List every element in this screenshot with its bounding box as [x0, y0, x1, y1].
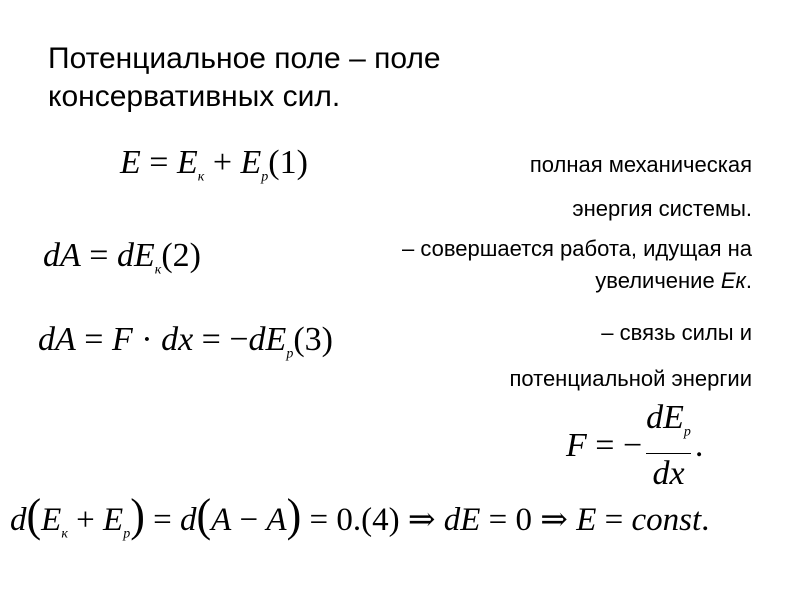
text-block-1 [530, 152, 752, 222]
text-1-line-2: энергия системы. [572, 196, 752, 221]
title-line-2: консервативных сил. [48, 80, 341, 113]
formula-4: F = − $\frac{dE_p}{dx}$ . [566, 399, 704, 492]
text-1-line-1: полная механическая [529, 152, 752, 177]
text-3-line-1: – связь силы и [601, 320, 752, 345]
formula-1: $E = E_к + E_p(1)$ [120, 144, 308, 185]
text-2-line-2-end: . [745, 268, 752, 293]
title-line-1: Потенциальное поле – поле [48, 42, 441, 75]
formula-2: dA = $dE_к(2)$ [43, 237, 201, 278]
formula-3: dA = F · dx = $-dE_p(3)$ [38, 321, 333, 362]
slide-title [48, 40, 608, 116]
text-2-line-2-italic: Ек [720, 268, 746, 293]
text-block-2 [402, 236, 752, 294]
text-3-line-2: потенциальной энергии [509, 366, 752, 391]
text-2-line-2 [402, 268, 752, 294]
fraction: $\frac{dE_p}{dx}$ [646, 399, 691, 492]
formula-5: $d(E_к + E_p) = d(A - A) = 0.(4)$ ⇒ dE = 0 ⇒ E = const. [10, 489, 710, 542]
text-block-3 [509, 320, 752, 392]
text-2-line-1: – совершается работа, идущая на [402, 236, 752, 261]
text-2-line-2-plain: увеличение [595, 268, 721, 293]
